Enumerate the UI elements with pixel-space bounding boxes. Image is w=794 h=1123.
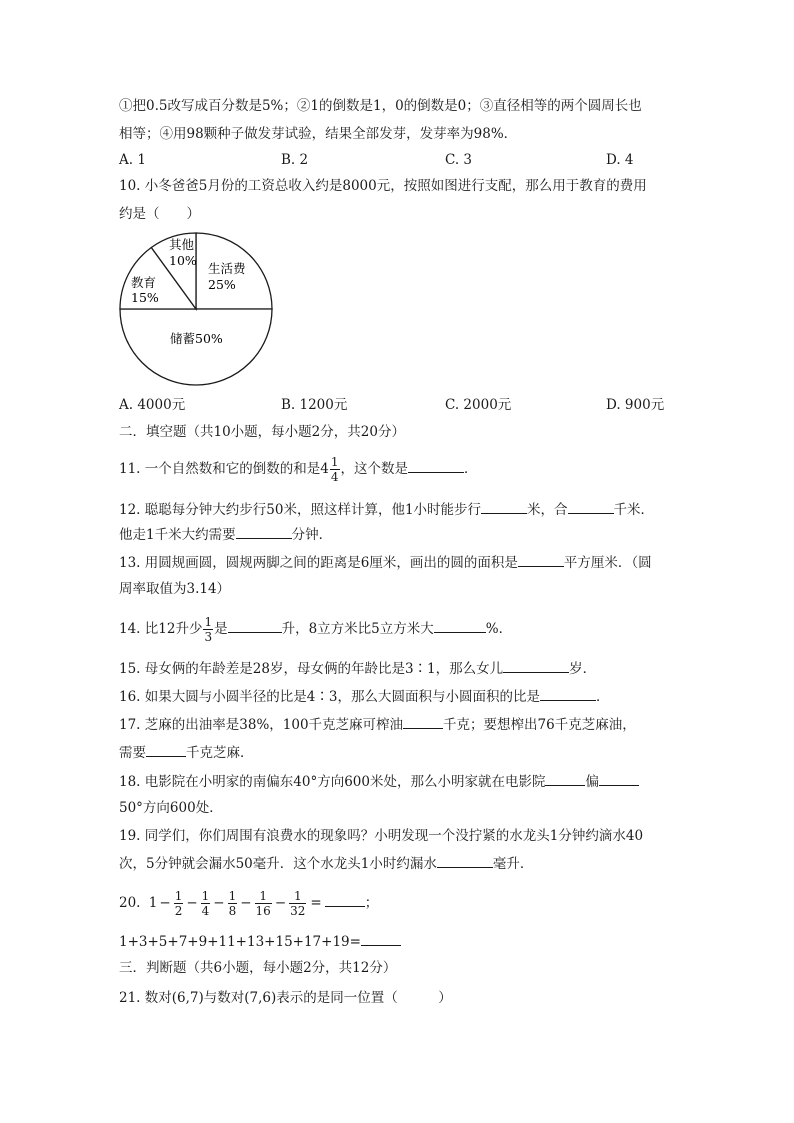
pie-value-other: 10% [169,253,197,268]
q18-line-1 [119,771,639,792]
q14-text-1: 14. 比12升少 [119,621,203,637]
q20-minus-5: − [274,895,287,911]
q19-line-1: 19. 同学们，你们周围有浪费水的现象吗？小明发现一个没拧紧的水龙头1分钟约滴水40 [119,828,644,844]
q17-blank-1[interactable] [403,714,443,729]
q20-lead: 1 [148,895,158,911]
q18-line-2: 50°方向600处． [119,800,223,816]
q13-line-2: 周率取值为3.14） [119,581,231,597]
q11-numerator: 1 [330,455,339,469]
q17-text-4: 千克芝麻． [186,745,254,761]
q19-line-2 [119,853,533,874]
q9-option-a[interactable]: A. 1 [119,152,146,168]
q20-prefix: 20. [119,895,141,911]
q10-line-2: 约是（ ） [119,206,200,222]
q12-text-2: 米，合 [527,502,568,518]
q10-options [119,395,679,415]
q17-text-1: 17. 芝麻的出油率是38%，100千克芝麻可榨油 [119,717,404,733]
q21: 21. 数对(6,7)与数对(7,6)表示的是同一位置（ ） [119,990,452,1006]
q18-text-2: 偏 [585,774,599,790]
q10-line-1: 10. 小冬爸爸5月份的工资总收入约是8000元，按照如图进行支配，那么用于教育的费用 [119,178,647,194]
q20-sum-expression: 1+3+5+7+9+11+13+15+17+19= [119,934,361,950]
q16-blank[interactable] [540,686,596,701]
q20-fraction-5 [289,889,306,918]
q9-line-1: ①把0.5改写成百分数是5%；②1的倒数是1，0的倒数是0；③直径相等的两个圆周长也 [119,98,642,114]
q17-line-2 [119,742,254,763]
pie-chart [117,231,281,389]
q12-line-1 [119,499,654,520]
q12-text-5: 分钟． [291,527,333,543]
q14-numerator: 1 [204,615,213,629]
q11-text-before: 11. 一个自然数和它的倒数的和是 [119,461,321,477]
q20-den-4: 16 [255,904,271,918]
pie-label-education: 教育 [131,275,157,290]
pie-label-savings-value: 50% [195,331,223,346]
q20-blank-2[interactable] [361,931,401,946]
q15-blank[interactable] [503,658,569,673]
q11 [119,452,478,486]
q12-blank-2[interactable] [568,499,614,514]
q18-blank-1[interactable] [545,771,585,786]
q20-fraction-3 [228,889,238,918]
q14-text-3: 升，8立方米比5立方米大 [281,621,434,637]
q14-text-2: 是 [214,621,228,637]
q20-fraction-4 [255,889,272,918]
q12-blank-3[interactable] [236,524,292,539]
q14-blank-1[interactable] [228,618,282,633]
q16 [119,686,609,707]
q11-answer-blank[interactable] [408,458,464,473]
q20-den-1: 2 [174,904,183,918]
q11-text-after: ，这个数是 [340,461,408,477]
q20-num-4: 1 [255,889,272,904]
q9-line-2: 相等；④用98颗种子做发芽试验，结果全部发芽，发芽率为98%． [119,126,518,142]
pie-slice-2 [120,309,272,385]
q10-option-a[interactable]: A. 4000元 [119,397,186,413]
q20-minus-1: − [159,895,171,911]
q13-text-2: 平方厘米．（圆 [563,555,652,571]
q15 [119,658,596,679]
q20-minus-3: − [213,895,225,911]
q18-text-1: 18. 电影院在小明家的南偏东40°方向600米处，那么小明家就在电影院 [119,774,546,790]
q11-text-end: ． [464,461,478,477]
q19-text-2: 毫升． [492,856,534,872]
q9-option-d[interactable]: D. 4 [606,152,634,168]
q20-fraction-1 [174,889,184,918]
pie-label-savings-name: 储蓄 [170,331,196,346]
pie-label-savings [170,331,223,346]
q16-text-1: 16. 如果大圆与小圆半径的比是4∶3，那么大圆面积与小圆面积的比是 [119,689,540,705]
q20-num-3: 1 [228,889,237,903]
q20-equals: = [310,895,322,911]
q20-den-2: 4 [201,904,210,918]
q15-text-2: 岁． [569,661,597,677]
q16-text-2: ． [595,689,610,705]
q18-blank-2[interactable] [599,771,639,786]
q12-text-4: 他走1千米大约需要 [119,527,236,543]
q12-line-2 [119,524,332,545]
q20-num-5: 1 [289,889,306,904]
q14 [119,612,512,646]
q19-blank[interactable] [437,853,493,868]
pie-value-living: 25% [208,277,236,292]
q12-text-3: 千米． [613,502,655,518]
q20-den-3: 8 [228,904,237,918]
q20-line-1 [119,885,378,921]
q12-blank-1[interactable] [481,499,527,514]
q14-text-4: %． [485,621,513,637]
q20-minus-4: − [240,895,252,911]
q14-fraction [203,615,213,644]
q20-line-2 [119,931,401,952]
section-3-title: 三．判断题（共6小题，每小题2分，共12分） [119,960,397,976]
q11-fraction [330,455,340,484]
q11-whole: 4 [320,461,329,477]
q20-minus-2: − [186,895,198,911]
q14-blank-2[interactable] [434,618,486,633]
q17-text-3: 需要 [119,745,146,761]
q10-option-d[interactable]: D. 900元 [606,397,665,413]
q11-denominator: 4 [330,470,339,484]
q20-num-2: 1 [201,889,210,903]
pie-label-other: 其他 [169,237,195,252]
q9-option-b[interactable]: B. 2 [281,152,309,168]
q9-options [119,150,679,170]
q20-semicolon: ； [364,895,379,911]
q17-blank-2[interactable] [146,742,186,757]
pie-label-living: 生活费 [208,261,246,276]
q20-den-5: 32 [290,904,306,918]
pie-value-education: 15% [131,290,159,305]
q19-text-1: 次，5分钟就会漏水50毫升．这个水龙头1小时约漏水 [119,856,437,872]
section-2-title: 二．填空题（共10小题，每小题2分，共20分） [119,424,405,440]
q20-num-1: 1 [174,889,183,903]
q13-line-1 [119,552,652,573]
q20-blank-1[interactable] [325,892,365,907]
q15-text-1: 15. 母女俩的年龄差是28岁，母女俩的年龄比是3∶1，那么女儿 [119,661,504,677]
q9-option-c[interactable]: C. 3 [445,152,473,168]
q17-line-1 [119,714,636,735]
q14-denominator: 3 [204,630,213,644]
q12-text-1: 12. 聪聪每分钟大约步行50米，照这样计算，他1小时能步行 [119,502,482,518]
q10-option-c[interactable]: C. 2000元 [445,397,512,413]
q10-option-b[interactable]: B. 1200元 [281,397,348,413]
q13-blank[interactable] [518,552,564,567]
q17-text-2: 千克；要想榨出76千克芝麻油， [443,717,636,733]
q13-text-1: 13. 用圆规画圆，圆规两脚之间的距离是6厘米，画出的圆的面积是 [119,555,518,571]
q20-fraction-2 [201,889,211,918]
